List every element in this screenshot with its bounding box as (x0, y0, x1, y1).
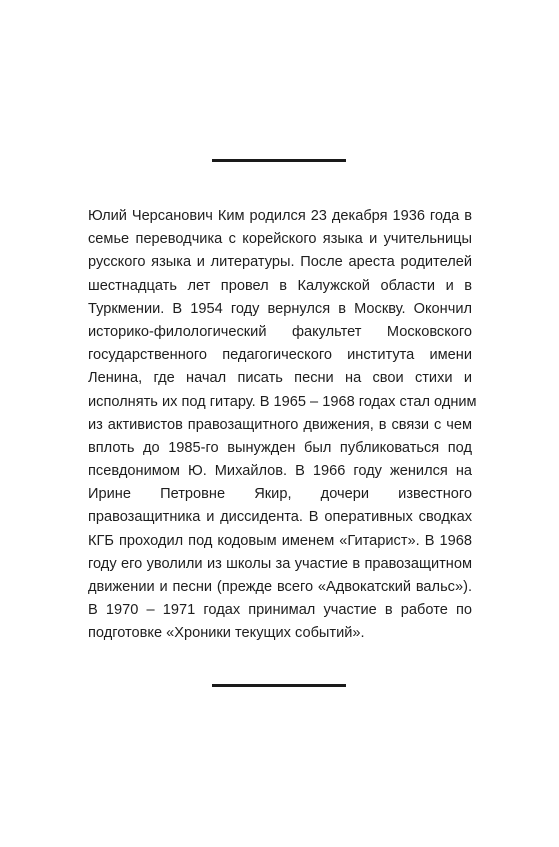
paragraph-line: государственного педагогического института имени (88, 347, 472, 364)
paragraph-line: Юлий Черсанович Ким родился 23 декабря 1936 года в (88, 208, 472, 224)
paragraph-line: историко-филологический факультет Московского (88, 323, 472, 340)
paragraph-line: псевдонимом Ю. Михайлов. В 1966 году женился на (88, 463, 472, 480)
biography-paragraph (88, 205, 477, 646)
bottom-divider-rule (212, 684, 346, 687)
paragraph-line: из активистов правозащитного движения, в связи с чем (88, 416, 472, 433)
paragraph-line: движении и песни (прежде всего «Адвокатский вальс»). (88, 579, 472, 595)
paragraph-line: подготовке «Хроники текущих событий». (88, 625, 365, 642)
paragraph-line: шестнадцать лет провел в Калужской области и в (88, 277, 472, 294)
paragraph-line: семье переводчика с корейского языка и учительницы (88, 231, 472, 248)
paragraph-line: исполнять их под гитару. В 1965 – 1968 годах стал одним (88, 393, 477, 410)
paragraph-line: русского языка и литературы. После ареста родителей (88, 254, 472, 271)
paragraph-line: Ленина, где начал писать песни на свои стихи и (88, 370, 472, 387)
paragraph-line: вплоть до 1985-го вынужден был публиковаться под (88, 439, 472, 456)
paragraph-line: правозащитника и диссидента. В оперативных сводках (88, 509, 472, 526)
paragraph-line: Ирине Петровне Якир, дочери известного (88, 486, 472, 503)
paragraph-line: В 1970 – 1971 годах принимал участие в работе по (88, 602, 472, 619)
paragraph-line: КГБ проходил под кодовым именем «Гитарист». В 1968 (88, 532, 472, 549)
paragraph-line: Туркмении. В 1954 году вернулся в Москву. Окончил (88, 300, 472, 317)
paragraph-line: году его уволили из школы за участие в правозащитном (88, 555, 472, 572)
top-divider-rule (212, 159, 346, 162)
